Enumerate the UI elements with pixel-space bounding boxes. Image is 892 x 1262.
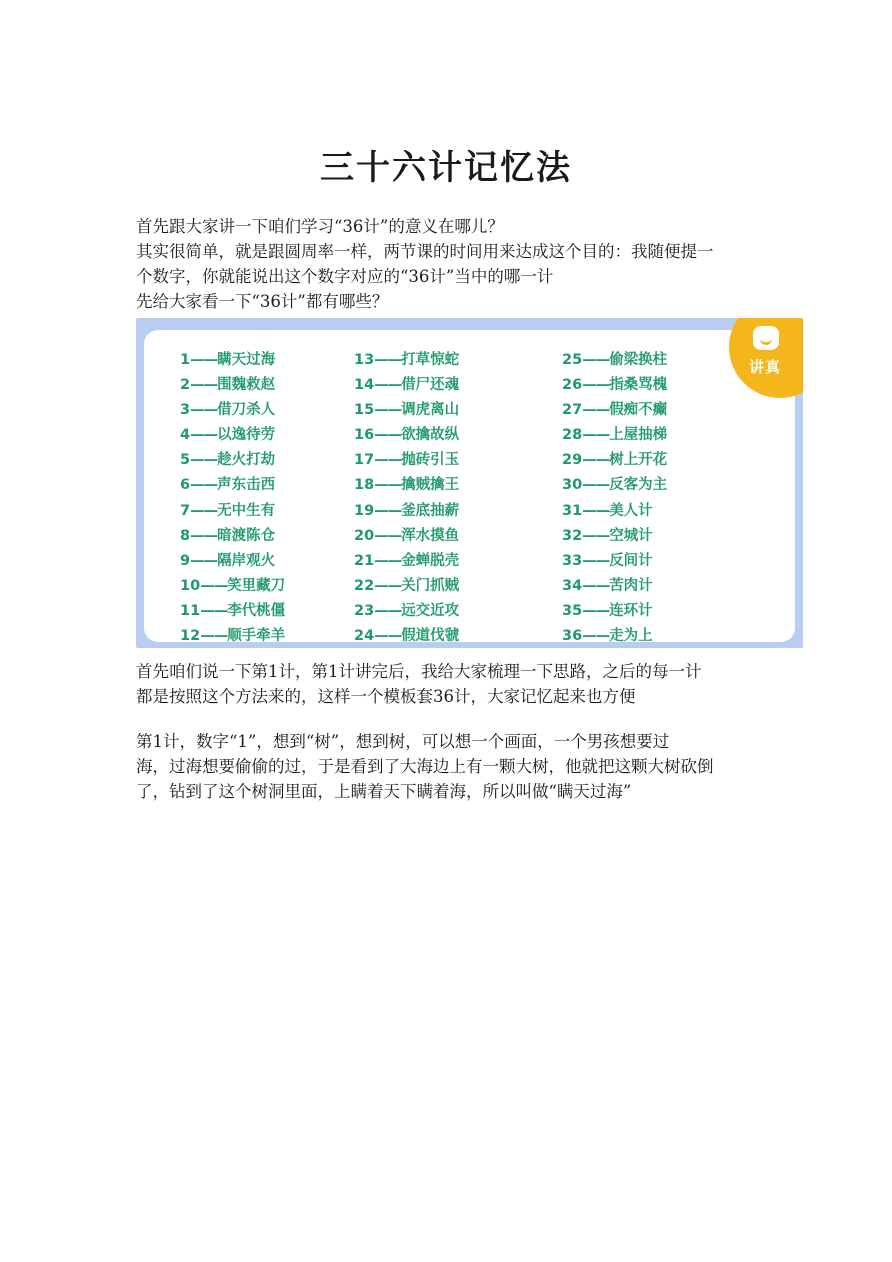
first-stratagem-paragraph bbox=[136, 729, 764, 804]
stratagem-number: 22 bbox=[354, 577, 375, 594]
stratagem-separator: —— bbox=[374, 352, 402, 368]
stratagem-number: 32 bbox=[562, 527, 583, 544]
stratagem-name: 假痴不癫 bbox=[609, 402, 668, 419]
stratagem-item bbox=[180, 348, 285, 373]
intro-line: 首先跟大家讲一下咱们学习“36计”的意义在哪儿？ bbox=[136, 217, 504, 236]
stratagem-column-1 bbox=[180, 348, 285, 648]
stratagem-separator: —— bbox=[582, 452, 610, 469]
stratagem-separator: —— bbox=[190, 452, 218, 469]
method-line: 都是按照这个方法来的，这样一个模板套36计，大家记忆起来也方便 bbox=[136, 687, 636, 706]
stratagem-item bbox=[562, 549, 667, 574]
stratagem-number: 6 bbox=[180, 477, 191, 494]
stratagem-name: 假道伐虢 bbox=[401, 628, 460, 645]
stratagem-separator: —— bbox=[374, 402, 402, 419]
stratagem-number: 23 bbox=[354, 602, 375, 619]
stratagem-name: 上屋抽梯 bbox=[609, 427, 668, 444]
stratagem-item bbox=[354, 473, 459, 498]
stratagem-item bbox=[354, 423, 459, 448]
stratagem-item bbox=[180, 448, 285, 473]
stratagem-name: 反间计 bbox=[609, 552, 653, 569]
stratagem-item bbox=[180, 624, 285, 648]
stratagem-separator: —— bbox=[582, 427, 610, 444]
stratagem-separator: —— bbox=[200, 602, 228, 619]
stratagem-separator: —— bbox=[582, 402, 610, 419]
stratagem-number: 3 bbox=[180, 402, 191, 419]
stratagem-separator: —— bbox=[190, 352, 218, 368]
stratagem-separator: —— bbox=[582, 552, 610, 569]
stratagem-separator: —— bbox=[374, 377, 402, 394]
stratagem-name: 走为上 bbox=[609, 628, 653, 645]
stratagem-item bbox=[562, 398, 667, 423]
stratagem-item bbox=[562, 599, 667, 624]
stratagem-item bbox=[180, 499, 285, 524]
stratagem-name: 树上开花 bbox=[609, 452, 668, 469]
stratagem-number: 21 bbox=[354, 552, 375, 569]
stratagem-separator: —— bbox=[190, 552, 218, 569]
stratagem-list-panel bbox=[144, 330, 795, 645]
stratagem-separator: —— bbox=[582, 628, 610, 645]
stratagem-name: 借尸还魂 bbox=[401, 377, 460, 394]
stratagem-item bbox=[354, 448, 459, 473]
stratagem-name: 远交近攻 bbox=[401, 602, 460, 619]
stratagem-name: 釜底抽薪 bbox=[401, 502, 460, 519]
stratagem-number: 14 bbox=[354, 377, 375, 394]
stratagem-separator: —— bbox=[374, 628, 402, 645]
stratagem-name: 偷梁换柱 bbox=[609, 352, 668, 368]
stratagem-separator: —— bbox=[374, 577, 402, 594]
stratagem-name: 空城计 bbox=[609, 527, 653, 544]
stratagem-separator: —— bbox=[374, 477, 402, 494]
stratagem-name: 反客为主 bbox=[609, 477, 668, 494]
stratagem-number: 24 bbox=[354, 628, 375, 645]
first-stratagem-line: 第1计，数字“1”，想到“树”，想到树，可以想一个画面，一个男孩想要过 bbox=[136, 732, 670, 751]
stratagem-separator: —— bbox=[200, 628, 228, 645]
stratagem-name: 欲擒故纵 bbox=[401, 427, 460, 444]
stratagem-number: 17 bbox=[354, 452, 375, 469]
stratagem-separator: —— bbox=[582, 352, 610, 368]
intro-paragraph bbox=[136, 214, 764, 314]
stratagem-separator: —— bbox=[190, 527, 218, 544]
stratagem-separator: —— bbox=[200, 577, 228, 594]
stratagem-item bbox=[180, 574, 285, 599]
stratagem-number: 8 bbox=[180, 527, 191, 544]
stratagem-item bbox=[562, 448, 667, 473]
stratagem-number: 16 bbox=[354, 427, 375, 444]
stratagem-number: 11 bbox=[180, 602, 201, 619]
stratagem-number: 19 bbox=[354, 502, 375, 519]
stratagem-number: 5 bbox=[180, 452, 191, 469]
stratagem-number: 10 bbox=[180, 577, 201, 594]
stratagem-separator: —— bbox=[374, 502, 402, 519]
stratagem-number: 4 bbox=[180, 427, 191, 444]
stratagem-separator: —— bbox=[582, 477, 610, 494]
stratagem-name: 声东击西 bbox=[217, 477, 276, 494]
first-stratagem-line: 了，钻到了这个树洞里面，上瞒着天下瞒着海，所以叫做“瞒天过海” bbox=[136, 782, 632, 801]
stratagem-number: 12 bbox=[180, 628, 201, 645]
method-line: 首先咱们说一下第1计，第1计讲完后，我给大家梳理一下思路，之后的每一计 bbox=[136, 662, 702, 681]
stratagem-name: 隔岸观火 bbox=[217, 552, 276, 569]
brand-logo-text: 讲真 bbox=[749, 358, 782, 376]
stratagem-item bbox=[562, 624, 667, 648]
stratagem-number: 18 bbox=[354, 477, 375, 494]
intro-line: 先给大家看一下“36计”都有哪些？ bbox=[136, 292, 389, 311]
stratagem-separator: —— bbox=[190, 477, 218, 494]
stratagem-number: 36 bbox=[562, 628, 583, 645]
stratagem-number: 20 bbox=[354, 527, 375, 544]
stratagem-separator: —— bbox=[374, 602, 402, 619]
stratagem-item bbox=[354, 624, 459, 648]
stratagem-number: 2 bbox=[180, 377, 191, 394]
stratagem-item bbox=[354, 599, 459, 624]
stratagem-separator: —— bbox=[582, 527, 610, 544]
stratagem-separator: —— bbox=[582, 577, 610, 594]
stratagem-name: 连环计 bbox=[609, 602, 653, 619]
stratagem-separator: —— bbox=[374, 452, 402, 469]
stratagem-item bbox=[562, 473, 667, 498]
stratagem-number: 9 bbox=[180, 552, 191, 569]
stratagem-item bbox=[562, 524, 667, 549]
stratagem-name: 调虎离山 bbox=[401, 402, 460, 419]
stratagem-separator: —— bbox=[374, 427, 402, 444]
stratagem-item bbox=[354, 348, 459, 373]
stratagem-number: 33 bbox=[562, 552, 583, 569]
stratagem-number: 7 bbox=[180, 502, 191, 519]
stratagem-item bbox=[180, 373, 285, 398]
stratagem-number: 25 bbox=[562, 352, 583, 368]
stratagem-name: 美人计 bbox=[609, 502, 653, 519]
stratagem-separator: —— bbox=[374, 552, 402, 569]
stratagem-column-2 bbox=[354, 348, 459, 648]
stratagem-separator: —— bbox=[582, 502, 610, 519]
stratagem-name: 以逸待劳 bbox=[217, 427, 276, 444]
stratagem-number: 27 bbox=[562, 402, 583, 419]
stratagem-number: 1 bbox=[180, 352, 191, 368]
stratagem-item bbox=[354, 373, 459, 398]
stratagem-separator: —— bbox=[190, 502, 218, 519]
stratagem-separator: —— bbox=[190, 427, 218, 444]
stratagem-item bbox=[354, 549, 459, 574]
stratagem-item bbox=[562, 574, 667, 599]
stratagem-name: 无中生有 bbox=[217, 502, 276, 519]
stratagem-name: 浑水摸鱼 bbox=[401, 527, 460, 544]
stratagem-separator: —— bbox=[582, 377, 610, 394]
document-title: 三十六计记忆法 bbox=[320, 148, 572, 188]
stratagem-separator: —— bbox=[190, 377, 218, 394]
stratagem-item bbox=[180, 549, 285, 574]
stratagem-item bbox=[180, 423, 285, 448]
stratagem-number: 13 bbox=[354, 352, 375, 368]
stratagem-number: 35 bbox=[562, 602, 583, 619]
stratagem-number: 31 bbox=[562, 502, 583, 519]
stratagem-name: 擒贼擒王 bbox=[401, 477, 460, 494]
stratagem-item bbox=[354, 524, 459, 549]
stratagem-name: 借刀杀人 bbox=[217, 402, 276, 419]
stratagem-item bbox=[354, 398, 459, 423]
stratagem-name: 围魏救赵 bbox=[217, 377, 276, 394]
stratagem-item bbox=[354, 574, 459, 599]
first-stratagem-line: 海，过海想要偷偷的过，于是看到了大海边上有一颗大树，他就把这颗大树砍倒 bbox=[136, 757, 714, 776]
stratagem-name: 关门抓贼 bbox=[401, 577, 460, 594]
stratagem-separator: —— bbox=[374, 527, 402, 544]
stratagem-list-image bbox=[136, 318, 803, 648]
intro-line: 个数字，你就能说出这个数字对应的“36计”当中的哪一计 bbox=[136, 267, 554, 286]
stratagem-item bbox=[562, 348, 667, 373]
stratagem-separator: —— bbox=[190, 402, 218, 419]
stratagem-name: 打草惊蛇 bbox=[401, 352, 460, 368]
stratagem-item bbox=[354, 499, 459, 524]
stratagem-separator: —— bbox=[582, 602, 610, 619]
stratagem-name: 苦肉计 bbox=[609, 577, 653, 594]
stratagem-name: 金蝉脱壳 bbox=[401, 552, 460, 569]
stratagem-number: 30 bbox=[562, 477, 583, 494]
stratagem-item bbox=[562, 423, 667, 448]
stratagem-number: 15 bbox=[354, 402, 375, 419]
stratagem-name: 暗渡陈仓 bbox=[217, 527, 276, 544]
stratagem-item bbox=[180, 524, 285, 549]
stratagem-number: 28 bbox=[562, 427, 583, 444]
stratagem-number: 34 bbox=[562, 577, 583, 594]
stratagem-name: 李代桃僵 bbox=[227, 602, 286, 619]
stratagem-column-3 bbox=[562, 348, 667, 648]
intro-line: 其实很简单，就是跟圆周率一样，两节课的时间用来达成这个目的：我随便提一 bbox=[136, 242, 714, 261]
stratagem-number: 29 bbox=[562, 452, 583, 469]
stratagem-name: 瞒天过海 bbox=[217, 352, 276, 368]
stratagem-item bbox=[180, 599, 285, 624]
stratagem-name: 笑里藏刀 bbox=[227, 577, 286, 594]
stratagem-item bbox=[562, 373, 667, 398]
stratagem-name: 抛砖引玉 bbox=[401, 452, 460, 469]
stratagem-item bbox=[180, 398, 285, 423]
stratagem-name: 指桑骂槐 bbox=[609, 377, 668, 394]
stratagem-item bbox=[180, 473, 285, 498]
smile-icon bbox=[753, 326, 779, 350]
stratagem-number: 26 bbox=[562, 377, 583, 394]
stratagem-name: 顺手牵羊 bbox=[227, 628, 286, 645]
method-paragraph bbox=[136, 659, 764, 709]
stratagem-item bbox=[562, 499, 667, 524]
stratagem-name: 趁火打劫 bbox=[217, 452, 276, 469]
